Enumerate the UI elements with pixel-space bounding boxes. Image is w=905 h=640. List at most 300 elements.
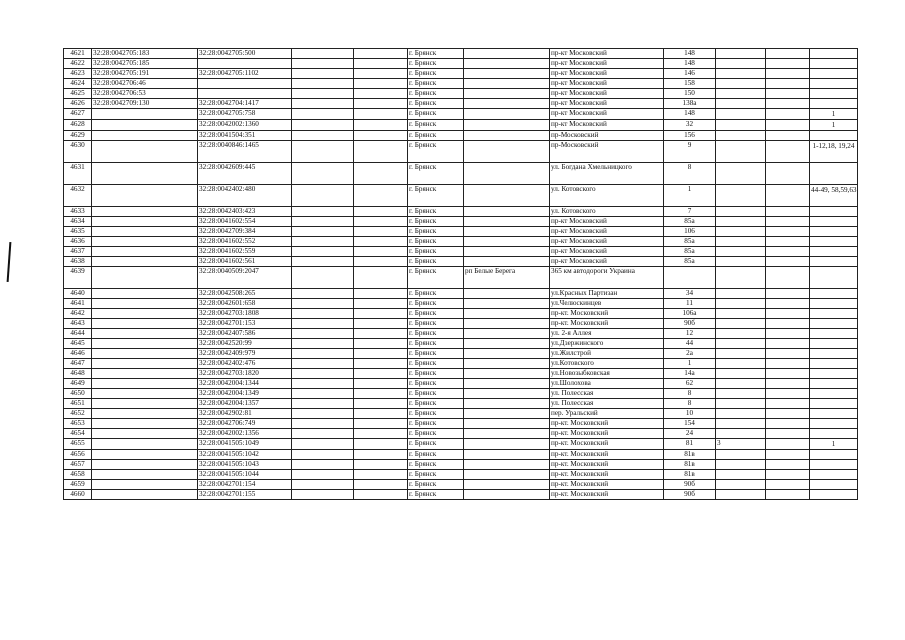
cadastral-number-cell [92, 339, 198, 349]
street-cell: пр-кт. Московский [550, 429, 664, 439]
table-row [64, 409, 858, 419]
empty-cell [766, 257, 810, 267]
empty-cell [292, 109, 354, 120]
building-cell [716, 339, 766, 349]
street-cell: пр-кт Московский [550, 59, 664, 69]
building-cell [716, 217, 766, 227]
building-cell [716, 480, 766, 490]
locality-cell [464, 329, 550, 339]
locality-cell [464, 49, 550, 59]
room-number-cell: 1-12,18, 19,24 [810, 141, 858, 163]
empty-cell [766, 217, 810, 227]
row-number-cell: 4649 [64, 379, 92, 389]
row-number-cell: 4621 [64, 49, 92, 59]
related-cadastral-number-cell: 32:28:0042705:758 [198, 109, 292, 120]
locality-cell [464, 349, 550, 359]
city-cell: г. Брянск [408, 89, 464, 99]
room-number-cell: 1 [810, 109, 858, 120]
room-number-cell: 1 [810, 439, 858, 450]
table-row [64, 247, 858, 257]
building-cell [716, 429, 766, 439]
street-cell: пр-Московский [550, 131, 664, 141]
room-number-cell [810, 490, 858, 500]
empty-cell [292, 131, 354, 141]
related-cadastral-number-cell: 32:28:0041505:1049 [198, 439, 292, 450]
building-cell [716, 450, 766, 460]
empty-cell [354, 409, 408, 419]
city-cell: г. Брянск [408, 131, 464, 141]
empty-cell [292, 267, 354, 289]
room-number-cell [810, 49, 858, 59]
city-cell: г. Брянск [408, 163, 464, 185]
cadastral-number-cell [92, 131, 198, 141]
street-cell: пер. Уральский [550, 409, 664, 419]
building-cell [716, 257, 766, 267]
related-cadastral-number-cell: 32:28:0042403:423 [198, 207, 292, 217]
house-number-cell: 138а [664, 99, 716, 109]
room-number-cell [810, 460, 858, 470]
related-cadastral-number-cell: 32:28:0042704:1417 [198, 99, 292, 109]
cadastral-number-cell [92, 399, 198, 409]
empty-cell [292, 309, 354, 319]
building-cell [716, 349, 766, 359]
locality-cell [464, 399, 550, 409]
empty-cell [354, 460, 408, 470]
house-number-cell: 81в [664, 460, 716, 470]
related-cadastral-number-cell: 32:28:0042609:445 [198, 163, 292, 185]
building-cell [716, 120, 766, 131]
room-number-cell [810, 369, 858, 379]
cadastral-number-cell: 32:28:0042706:46 [92, 79, 198, 89]
empty-cell [766, 185, 810, 207]
street-cell: пр-кт Московский [550, 217, 664, 227]
row-number-cell: 4651 [64, 399, 92, 409]
house-number-cell: 148 [664, 59, 716, 69]
locality-cell [464, 480, 550, 490]
table-row [64, 257, 858, 267]
empty-cell [354, 309, 408, 319]
table-row [64, 359, 858, 369]
locality-cell [464, 309, 550, 319]
table-row [64, 79, 858, 89]
cadastral-number-cell [92, 227, 198, 237]
table-row [64, 131, 858, 141]
table-row [64, 329, 858, 339]
locality-cell [464, 450, 550, 460]
table-row [64, 289, 858, 299]
empty-cell [766, 141, 810, 163]
empty-cell [354, 49, 408, 59]
locality-cell: рп Белые Берега [464, 267, 550, 289]
house-number-cell: 10 [664, 409, 716, 419]
empty-cell [766, 247, 810, 257]
cadastral-number-cell [92, 389, 198, 399]
registry-body [64, 49, 858, 500]
table-row [64, 99, 858, 109]
city-cell: г. Брянск [408, 460, 464, 470]
empty-cell [354, 207, 408, 217]
related-cadastral-number-cell: 32:28:0042701:155 [198, 490, 292, 500]
building-cell [716, 247, 766, 257]
empty-cell [766, 349, 810, 359]
street-cell: пр-кт Московский [550, 79, 664, 89]
empty-cell [292, 490, 354, 500]
empty-cell [354, 120, 408, 131]
empty-cell [766, 409, 810, 419]
cadastral-number-cell [92, 217, 198, 227]
house-number-cell: 148 [664, 49, 716, 59]
table-row [64, 470, 858, 480]
empty-cell [766, 369, 810, 379]
locality-cell [464, 389, 550, 399]
city-cell: г. Брянск [408, 309, 464, 319]
cadastral-number-cell [92, 349, 198, 359]
related-cadastral-number-cell: 32:28:0042703:1820 [198, 369, 292, 379]
room-number-cell [810, 227, 858, 237]
row-number-cell: 4646 [64, 349, 92, 359]
table-row [64, 185, 858, 207]
empty-cell [766, 99, 810, 109]
empty-cell [292, 359, 354, 369]
row-number-cell: 4652 [64, 409, 92, 419]
building-cell [716, 89, 766, 99]
street-cell: пр-кт. Московский [550, 419, 664, 429]
empty-cell [766, 120, 810, 131]
empty-cell [766, 490, 810, 500]
building-cell [716, 379, 766, 389]
empty-cell [766, 339, 810, 349]
table-row [64, 237, 858, 247]
room-number-cell [810, 289, 858, 299]
city-cell: г. Брянск [408, 120, 464, 131]
room-number-cell [810, 99, 858, 109]
building-cell: 3 [716, 439, 766, 450]
street-cell: пр-кт Московский [550, 99, 664, 109]
room-number-cell [810, 247, 858, 257]
empty-cell [292, 450, 354, 460]
building-cell [716, 369, 766, 379]
related-cadastral-number-cell: 32:28:0042402:476 [198, 359, 292, 369]
empty-cell [292, 247, 354, 257]
locality-cell [464, 470, 550, 480]
cadastral-number-cell [92, 429, 198, 439]
empty-cell [766, 131, 810, 141]
related-cadastral-number-cell: 32:28:0042002:1356 [198, 429, 292, 439]
room-number-cell [810, 207, 858, 217]
empty-cell [292, 163, 354, 185]
table-row [64, 419, 858, 429]
table-row [64, 339, 858, 349]
city-cell: г. Брянск [408, 319, 464, 329]
related-cadastral-number-cell: 32:28:0041602:561 [198, 257, 292, 267]
city-cell: г. Брянск [408, 450, 464, 460]
empty-cell [354, 141, 408, 163]
related-cadastral-number-cell: 32:28:0042407:586 [198, 329, 292, 339]
city-cell: г. Брянск [408, 69, 464, 79]
city-cell: г. Брянск [408, 49, 464, 59]
cadastral-number-cell [92, 439, 198, 450]
empty-cell [292, 329, 354, 339]
empty-cell [292, 429, 354, 439]
cadastral-number-cell [92, 257, 198, 267]
row-number-cell: 4630 [64, 141, 92, 163]
room-number-cell: 1 [810, 120, 858, 131]
house-number-cell: 154 [664, 419, 716, 429]
table-row [64, 109, 858, 120]
empty-cell [766, 59, 810, 69]
house-number-cell: 12 [664, 329, 716, 339]
house-number-cell [664, 267, 716, 289]
house-number-cell: 90б [664, 319, 716, 329]
building-cell [716, 267, 766, 289]
row-number-cell: 4632 [64, 185, 92, 207]
locality-cell [464, 369, 550, 379]
street-cell: пр-кт. Московский [550, 460, 664, 470]
row-number-cell: 4641 [64, 299, 92, 309]
building-cell [716, 319, 766, 329]
empty-cell [354, 470, 408, 480]
empty-cell [766, 379, 810, 389]
related-cadastral-number-cell: 32:28:0040846:1465 [198, 141, 292, 163]
related-cadastral-number-cell: 32:28:0041505:1043 [198, 460, 292, 470]
room-number-cell [810, 131, 858, 141]
table-row [64, 163, 858, 185]
locality-cell [464, 131, 550, 141]
street-cell: пр-кт. Московский [550, 490, 664, 500]
related-cadastral-number-cell [198, 59, 292, 69]
locality-cell [464, 59, 550, 69]
cadastral-number-cell [92, 237, 198, 247]
house-number-cell: 1 [664, 185, 716, 207]
street-cell: пр-кт Московский [550, 69, 664, 79]
empty-cell [354, 429, 408, 439]
house-number-cell: 44 [664, 339, 716, 349]
empty-cell [292, 257, 354, 267]
city-cell: г. Брянск [408, 349, 464, 359]
row-number-cell: 4655 [64, 439, 92, 450]
city-cell: г. Брянск [408, 490, 464, 500]
room-number-cell [810, 339, 858, 349]
empty-cell [766, 470, 810, 480]
city-cell: г. Брянск [408, 289, 464, 299]
row-number-cell: 4635 [64, 227, 92, 237]
empty-cell [766, 419, 810, 429]
empty-cell [766, 299, 810, 309]
row-number-cell: 4624 [64, 79, 92, 89]
street-cell: пр-кт Московский [550, 120, 664, 131]
cadastral-number-cell [92, 460, 198, 470]
table-row [64, 89, 858, 99]
locality-cell [464, 185, 550, 207]
street-cell: пр-кт. Московский [550, 450, 664, 460]
house-number-cell: 62 [664, 379, 716, 389]
room-number-cell [810, 163, 858, 185]
empty-cell [354, 450, 408, 460]
cadastral-number-cell [92, 450, 198, 460]
building-cell [716, 79, 766, 89]
city-cell: г. Брянск [408, 207, 464, 217]
locality-cell [464, 120, 550, 131]
table-row [64, 299, 858, 309]
table-row [64, 49, 858, 59]
empty-cell [766, 89, 810, 99]
street-cell: пр-кт Московский [550, 247, 664, 257]
cadastral-number-cell: 32:28:0042705:191 [92, 69, 198, 79]
row-number-cell: 4631 [64, 163, 92, 185]
city-cell: г. Брянск [408, 141, 464, 163]
street-cell: пр-Московский [550, 141, 664, 163]
street-cell: ул. Полесская [550, 389, 664, 399]
related-cadastral-number-cell [198, 79, 292, 89]
empty-cell [766, 450, 810, 460]
empty-cell [766, 439, 810, 450]
room-number-cell [810, 257, 858, 267]
cadastral-number-cell [92, 359, 198, 369]
city-cell: г. Брянск [408, 359, 464, 369]
locality-cell [464, 141, 550, 163]
empty-cell [292, 120, 354, 131]
house-number-cell: 150 [664, 89, 716, 99]
related-cadastral-number-cell: 32:28:0042004:1344 [198, 379, 292, 389]
locality-cell [464, 207, 550, 217]
locality-cell [464, 419, 550, 429]
house-number-cell: 85а [664, 247, 716, 257]
table-row [64, 460, 858, 470]
city-cell: г. Брянск [408, 257, 464, 267]
cadastral-number-cell [92, 369, 198, 379]
city-cell: г. Брянск [408, 480, 464, 490]
city-cell: г. Брянск [408, 339, 464, 349]
house-number-cell: 81 [664, 439, 716, 450]
related-cadastral-number-cell: 32:28:0042004:1349 [198, 389, 292, 399]
empty-cell [354, 163, 408, 185]
empty-cell [292, 141, 354, 163]
cadastral-number-cell [92, 490, 198, 500]
row-number-cell: 4636 [64, 237, 92, 247]
related-cadastral-number-cell: 32:28:0042703:1808 [198, 309, 292, 319]
empty-cell [354, 379, 408, 389]
cadastral-number-cell [92, 163, 198, 185]
house-number-cell: 148 [664, 109, 716, 120]
house-number-cell: 146 [664, 69, 716, 79]
related-cadastral-number-cell [198, 89, 292, 99]
house-number-cell: 14а [664, 369, 716, 379]
room-number-cell [810, 419, 858, 429]
empty-cell [766, 460, 810, 470]
building-cell [716, 289, 766, 299]
cadastral-number-cell [92, 109, 198, 120]
related-cadastral-number-cell: 32:28:0041504:351 [198, 131, 292, 141]
city-cell: г. Брянск [408, 227, 464, 237]
empty-cell [292, 409, 354, 419]
house-number-cell: 34 [664, 289, 716, 299]
empty-cell [292, 389, 354, 399]
row-number-cell: 4650 [64, 389, 92, 399]
row-number-cell: 4658 [64, 470, 92, 480]
row-number-cell: 4643 [64, 319, 92, 329]
street-cell: ул. 2-я Аллея [550, 329, 664, 339]
city-cell: г. Брянск [408, 470, 464, 480]
city-cell: г. Брянск [408, 237, 464, 247]
related-cadastral-number-cell: 32:28:0042709:384 [198, 227, 292, 237]
locality-cell [464, 163, 550, 185]
empty-cell [354, 289, 408, 299]
empty-cell [354, 131, 408, 141]
locality-cell [464, 460, 550, 470]
row-number-cell: 4660 [64, 490, 92, 500]
room-number-cell [810, 319, 858, 329]
table-row [64, 69, 858, 79]
building-cell [716, 359, 766, 369]
house-number-cell: 9 [664, 141, 716, 163]
building-cell [716, 399, 766, 409]
locality-cell [464, 79, 550, 89]
empty-cell [766, 109, 810, 120]
related-cadastral-number-cell: 32:28:0041505:1042 [198, 450, 292, 460]
empty-cell [292, 69, 354, 79]
table-row [64, 59, 858, 69]
empty-cell [766, 227, 810, 237]
street-cell: ул.Дзержинского [550, 339, 664, 349]
related-cadastral-number-cell: 32:28:0041505:1044 [198, 470, 292, 480]
house-number-cell: 81в [664, 470, 716, 480]
row-number-cell: 4644 [64, 329, 92, 339]
table-row [64, 389, 858, 399]
empty-cell [766, 480, 810, 490]
empty-cell [354, 79, 408, 89]
building-cell [716, 460, 766, 470]
empty-cell [354, 369, 408, 379]
table-row [64, 309, 858, 319]
table-row [64, 349, 858, 359]
city-cell: г. Брянск [408, 217, 464, 227]
building-cell [716, 49, 766, 59]
related-cadastral-number-cell: 32:28:0042402:480 [198, 185, 292, 207]
row-number-cell: 4638 [64, 257, 92, 267]
row-number-cell: 4656 [64, 450, 92, 460]
empty-cell [292, 379, 354, 389]
building-cell [716, 141, 766, 163]
empty-cell [354, 185, 408, 207]
building-cell [716, 309, 766, 319]
empty-cell [354, 419, 408, 429]
margin-pen-mark [7, 242, 12, 282]
locality-cell [464, 429, 550, 439]
cadastral-number-cell [92, 309, 198, 319]
street-cell: пр-кт Московский [550, 109, 664, 120]
row-number-cell: 4637 [64, 247, 92, 257]
cadastral-number-cell: 32:28:0042705:183 [92, 49, 198, 59]
house-number-cell: 81в [664, 450, 716, 460]
empty-cell [354, 267, 408, 289]
room-number-cell [810, 429, 858, 439]
city-cell: г. Брянск [408, 59, 464, 69]
empty-cell [292, 89, 354, 99]
house-number-cell: 32 [664, 120, 716, 131]
empty-cell [292, 419, 354, 429]
table-row [64, 267, 858, 289]
street-cell: 365 км автодороги Украина [550, 267, 664, 289]
street-cell: пр-кт Московский [550, 89, 664, 99]
cadastral-number-cell: 32:28:0042709:130 [92, 99, 198, 109]
table-row [64, 379, 858, 389]
empty-cell [354, 349, 408, 359]
city-cell: г. Брянск [408, 185, 464, 207]
empty-cell [766, 319, 810, 329]
house-number-cell: 106а [664, 309, 716, 319]
empty-cell [292, 339, 354, 349]
related-cadastral-number-cell: 32:28:0042706:749 [198, 419, 292, 429]
